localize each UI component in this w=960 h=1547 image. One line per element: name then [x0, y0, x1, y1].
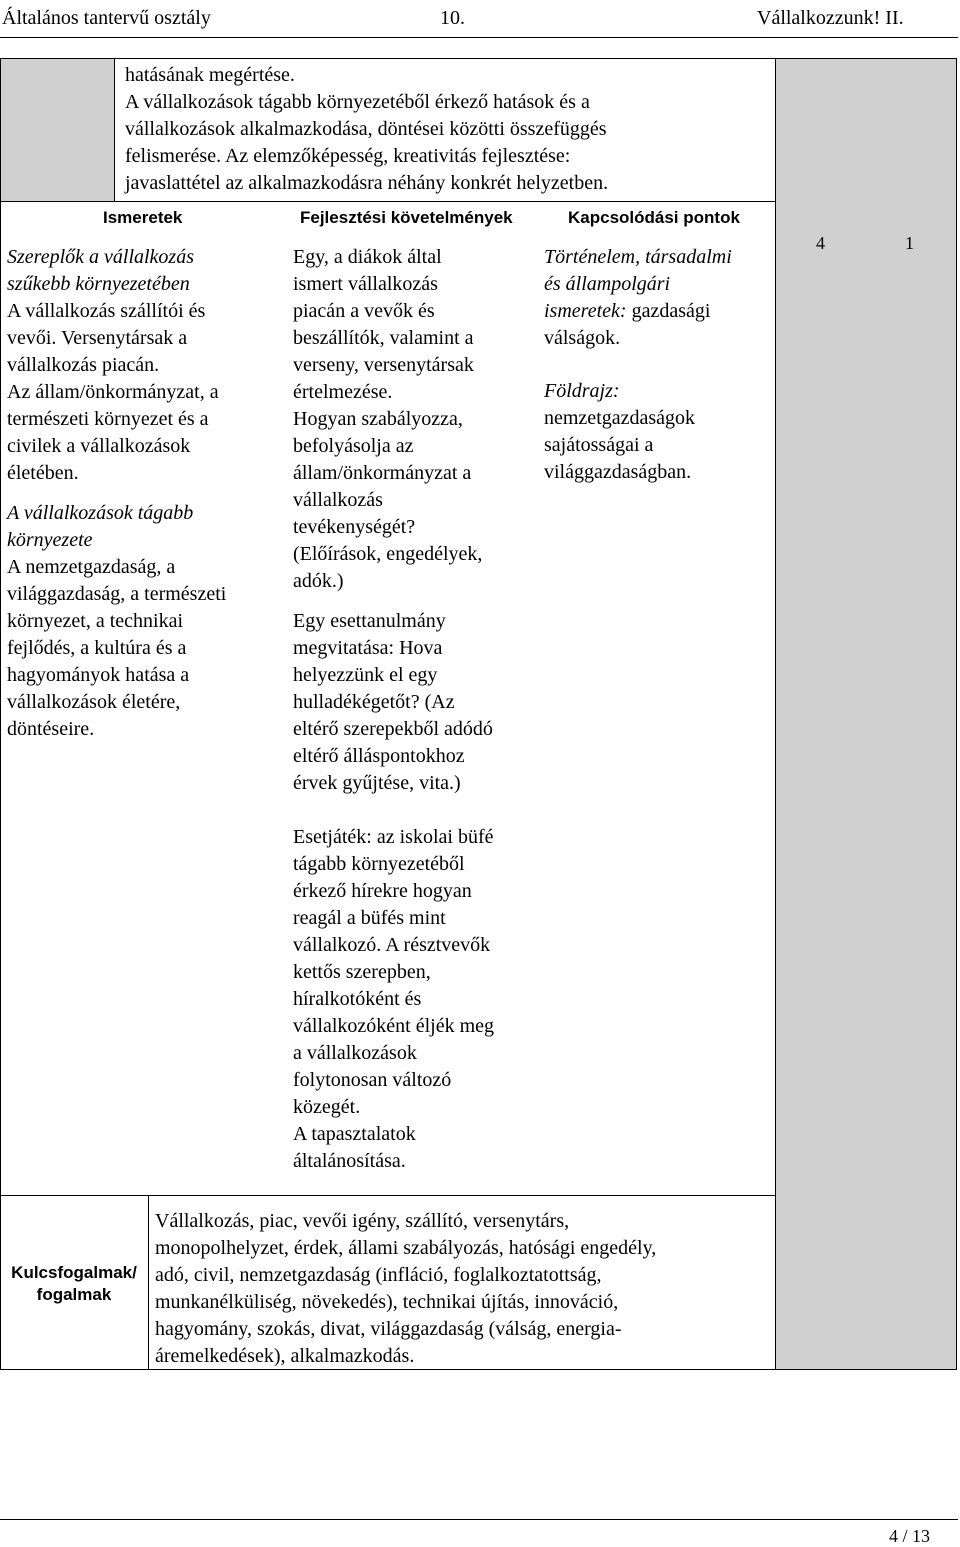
header-class-type: Általános tantervű osztály: [2, 7, 211, 29]
requirement-text: reagál a büfés mint: [293, 907, 446, 929]
topic-text: természeti környezet és a: [7, 408, 209, 430]
kapcsolodasi-content: [544, 244, 774, 486]
table-left-border: [0, 58, 1, 1370]
header-module-title: Vállalkozzunk! II.: [757, 7, 904, 29]
requirement-text: helyezzünk el egy: [293, 664, 438, 686]
requirement-text: tágabb környezetéből: [293, 853, 465, 875]
requirement-text: a vállalkozások: [293, 1042, 417, 1064]
requirement-text: vállalkozás: [293, 489, 383, 511]
table-right-border: [956, 58, 957, 1370]
topic-text: Az állam/önkormányzat, a: [7, 381, 219, 403]
connection-text: válságok.: [544, 327, 621, 349]
intro-line: A vállalkozások tágabb környezetéből érkező hatások és a: [125, 91, 590, 113]
requirement-text: Egy esettanulmány: [293, 610, 446, 632]
intro-line: javaslattétel az alkalmazkodásra néhány konkrét helyzetben.: [125, 172, 609, 194]
topic-heading: Szereplők a vállalkozás: [7, 246, 195, 268]
requirement-text: tevékenységét?: [293, 516, 416, 538]
keyword-line: áremelkedések), alkalmazkodás.: [155, 1345, 415, 1367]
column-heading-ismeretek: Ismeretek: [103, 208, 183, 227]
kulcsfogalmak-divider: [148, 1195, 149, 1370]
topic-text: életében.: [7, 462, 79, 484]
requirement-text: állam/önkormányzat a: [293, 462, 472, 484]
column-heading-kapcsolodasi: Kapcsolódási pontok: [568, 208, 740, 227]
requirement-text: általánosítása.: [293, 1150, 406, 1172]
keyword-line: munkanélküliség, növekedés), technikai újítás, innováció,: [155, 1291, 619, 1313]
hours-value-a: 4: [816, 233, 825, 253]
column-heading-fejlesztesi: Fejlesztési követelmények: [300, 208, 513, 227]
subject-label: és állampolgári: [544, 273, 671, 295]
topic-text: vállalkozások életére,: [7, 691, 181, 713]
requirement-text: hulladékégetőt? (Az: [293, 691, 455, 713]
topic-heading: környezete: [7, 529, 93, 551]
subject-label: Történelem, társadalmi: [544, 246, 732, 268]
requirement-text: adók.): [293, 570, 344, 592]
requirement-text: A tapasztalatok: [293, 1123, 416, 1145]
topic-text: A nemzetgazdaság, a: [7, 556, 176, 578]
topic-text: vevői. Versenytársak a: [7, 327, 188, 349]
connection-text: sajátosságai a: [544, 434, 654, 456]
connection-text: világgazdaságban.: [544, 461, 692, 483]
requirement-text: eltérő szerepekből adódó: [293, 718, 493, 740]
hours-value-b: 1: [905, 233, 914, 253]
intro-row-bottom: [0, 201, 776, 202]
requirement-text: verseny, versenytársak: [293, 354, 474, 376]
topic-text: hagyományok hatása a: [7, 664, 190, 686]
topic-text: A vállalkozás szállítói és: [7, 300, 206, 322]
running-header: [0, 4, 960, 36]
requirement-text: beszállítók, valamint a: [293, 327, 474, 349]
requirement-text: befolyásolja az: [293, 435, 414, 457]
content-row-bottom: [0, 1195, 776, 1196]
connection-text: gazdasági: [626, 300, 711, 322]
requirement-text: ismert vállalkozás: [293, 273, 438, 295]
page-number: 4 / 13: [888, 1526, 930, 1546]
requirement-text: (Előírások, engedélyek,: [293, 543, 483, 565]
keyword-line: Vállalkozás, piac, vevői igény, szállító, versenytárs,: [155, 1210, 570, 1232]
requirement-text: folytonosan változó: [293, 1069, 452, 1091]
subject-label: Földrajz:: [544, 380, 620, 402]
requirement-text: kettős szerepben,: [293, 961, 431, 983]
requirement-text: Hogyan szabályozza,: [293, 408, 463, 430]
topic-text: vállalkozás piacán.: [7, 354, 160, 376]
fejlesztesi-content: [293, 244, 538, 1175]
requirement-text: vállalkozó. A résztvevők: [293, 934, 491, 956]
intro-text: [125, 62, 608, 197]
topic-text: civilek a vállalkozások: [7, 435, 191, 457]
kulcsfogalmak-label-line: fogalmak: [36, 1285, 112, 1304]
header-rule: [0, 37, 958, 38]
topic-text: környezet, a technikai: [7, 610, 184, 632]
topic-heading: A vállalkozások tágabb: [7, 502, 194, 524]
kulcsfogalmak-label-line: Kulcsfogalmak/: [11, 1263, 137, 1282]
hours-column-shade: [775, 58, 956, 1370]
requirement-text: piacán a vevők és: [293, 300, 435, 322]
requirement-text: értelmezése.: [293, 381, 393, 403]
requirement-text: megvitatása: Hova: [293, 637, 443, 659]
intro-line: hatásának megértése.: [125, 64, 295, 86]
requirement-text: közegét.: [293, 1096, 361, 1118]
intro-label-shade: [0, 58, 114, 201]
requirement-text: Egy, a diákok által: [293, 246, 442, 268]
requirement-text: érkező hírekre hogyan: [293, 880, 472, 902]
subject-label: ismeretek:: [544, 300, 627, 322]
topic-text: fejlődés, a kultúra és a: [7, 637, 187, 659]
kulcsfogalmak-text: [155, 1208, 770, 1370]
table-top-border: [0, 58, 957, 59]
hours-column-divider: [775, 58, 776, 1370]
footer-rule: [0, 1519, 958, 1520]
requirement-text: vállalkozóként éljék meg: [293, 1015, 495, 1037]
requirement-text: híralkotóként és: [293, 988, 422, 1010]
keyword-line: adó, civil, nemzetgazdaság (infláció, foglalkoztatottság,: [155, 1264, 602, 1286]
topic-heading: szűkebb környezetében: [7, 273, 190, 295]
topic-text: világgazdaság, a természeti: [7, 583, 227, 605]
intro-line: felismerése. Az elemzőképesség, kreativitás fejlesztése:: [125, 145, 571, 167]
keyword-line: monopolhelyzet, érdek, állami szabályozás, hatósági engedély,: [155, 1237, 657, 1259]
requirement-text: Esetjáték: az iskolai büfé: [293, 826, 494, 848]
connection-text: nemzetgazdaságok: [544, 407, 696, 429]
topic-text: döntéseire.: [7, 718, 95, 740]
ismeretek-content: [7, 244, 282, 743]
intro-label-divider: [114, 58, 115, 202]
kulcsfogalmak-label: [0, 1262, 148, 1306]
requirement-text: eltérő álláspontokhoz: [293, 745, 465, 767]
keyword-line: hagyomány, szokás, divat, világgazdaság (válság, energia-: [155, 1318, 622, 1340]
header-grade: 10.: [440, 7, 465, 29]
intro-line: vállalkozások alkalmazkodása, döntései közötti összefüggés: [125, 118, 607, 140]
requirement-text: érvek gyűjtése, vita.): [293, 772, 461, 794]
